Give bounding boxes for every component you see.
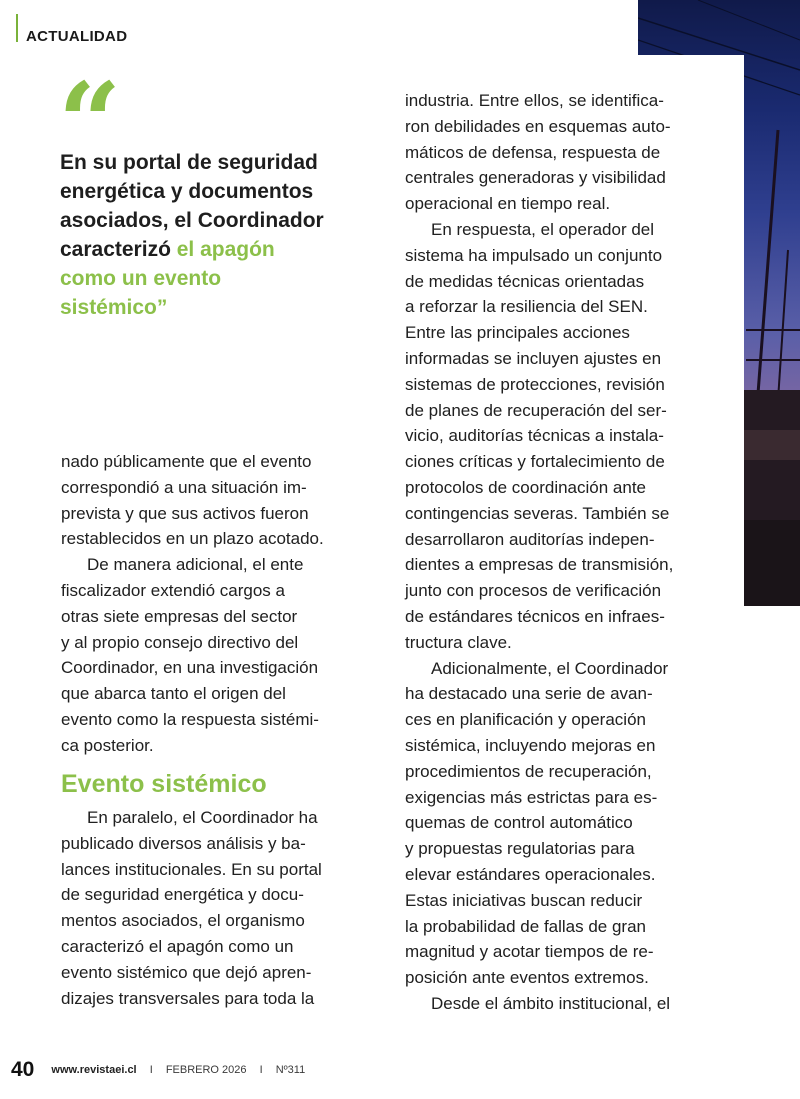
- text-line: la probabilidad de fallas de gran: [405, 916, 647, 936]
- text-line: quemas de control automático: [405, 813, 633, 833]
- text-line: tructura clave.: [405, 632, 512, 652]
- footer-separator: I: [149, 1064, 153, 1076]
- text-line: caracterizó el apagón como un: [61, 936, 294, 956]
- paragraph-advances: [405, 656, 721, 991]
- paragraph-intro: [61, 449, 373, 552]
- text-line: Coordinador, en una investigación: [61, 658, 319, 678]
- website-link[interactable]: www.revistaei.cl: [51, 1064, 137, 1076]
- text-line: En respuesta, el operador del: [431, 219, 655, 239]
- pull-quote: [60, 148, 330, 322]
- quote-mark: “: [58, 58, 122, 187]
- page-number: 40: [11, 1058, 35, 1081]
- text-line: operacional en tiempo real.: [405, 194, 611, 214]
- text-line: vicio, auditorías técnicas a instala-: [405, 426, 664, 446]
- text-line: elevar estándares operacionales.: [405, 864, 656, 884]
- text-line: informadas se incluyen ajustes en: [405, 348, 662, 368]
- text-line: fiscalizador extendió cargos a: [61, 580, 285, 600]
- issue-date: FEBRERO 2026: [165, 1064, 247, 1076]
- text-line: Adicionalmente, el Coordinador: [431, 658, 669, 678]
- paragraph-charges: [61, 552, 373, 758]
- text-line: a reforzar la resiliencia del SEN.: [405, 297, 648, 317]
- section-label: ACTUALIDAD: [26, 28, 128, 45]
- text-line: publicado diversos análisis y ba-: [61, 833, 306, 853]
- text-line: procedimientos de recuperación,: [405, 761, 652, 781]
- page-footer: [11, 1058, 305, 1082]
- text-line: que abarca tanto el origen del: [61, 684, 286, 704]
- paragraph-institutional: [405, 991, 721, 1017]
- text-line: En paralelo, el Coordinador ha: [87, 808, 318, 827]
- text-line: dizajes transversales para toda la: [61, 988, 315, 1008]
- text-line: Desde el ámbito institucional, el: [431, 993, 671, 1013]
- text-line: correspondió a una situación im-: [61, 477, 307, 497]
- text-line: posición ante eventos extremos.: [405, 968, 649, 988]
- section-accent-rule: [16, 14, 18, 42]
- text-line: y al propio consejo directivo del: [61, 632, 299, 652]
- text-line: centrales generadoras y visibilidad: [405, 168, 666, 188]
- paragraph-weaknesses: [405, 88, 721, 217]
- text-line: ron debilidades en esquemas auto-: [405, 116, 671, 136]
- text-line: ca posterior.: [61, 735, 154, 755]
- text-line: De manera adicional, el ente: [87, 555, 304, 575]
- text-line: sistémica, incluyendo mejoras en: [405, 735, 656, 755]
- text-line: prevista y que sus activos fueron: [61, 503, 309, 523]
- text-line: Estas iniciativas buscan reducir: [405, 890, 643, 910]
- text-line: de seguridad energética y docu-: [61, 885, 304, 905]
- text-line: evento sistémico que dejó apren-: [61, 962, 312, 982]
- text-line: sistemas de protecciones, revisión: [405, 374, 665, 394]
- pull-quote-highlight: el apagón como un evento sistémico”: [60, 238, 275, 319]
- text-line: ciones críticas y fortalecimiento de: [405, 452, 665, 472]
- text-line: y propuestas regulatorias para: [405, 839, 635, 859]
- text-line: de medidas técnicas orientadas: [405, 271, 645, 291]
- issue-number: Nº311: [275, 1064, 306, 1076]
- left-column-bottom: [61, 805, 373, 1011]
- text-line: ces en planificación y operación: [405, 710, 646, 730]
- text-line: mentos asociados, el organismo: [61, 911, 305, 931]
- left-column-top: [61, 449, 373, 759]
- text-line: exigencias más estrictas para es-: [405, 787, 658, 807]
- text-line: Entre las principales acciones: [405, 323, 630, 343]
- text-line: máticos de defensa, respuesta de: [405, 142, 661, 162]
- text-line: dientes a empresas de transmisión,: [405, 555, 674, 575]
- text-line: evento como la respuesta sistémi-: [61, 709, 319, 729]
- paragraph-measures: [405, 217, 721, 656]
- text-line: desarrollaron auditorías indepen-: [405, 529, 655, 549]
- text-line: junto con procesos de verificación: [405, 581, 662, 601]
- text-line: protocolos de coordinación ante: [405, 477, 646, 497]
- right-column: [405, 88, 721, 1017]
- text-line: nado públicamente que el evento: [61, 452, 312, 471]
- text-line: de planes de recuperación del ser-: [405, 400, 667, 420]
- text-line: sistema ha impulsado un conjunto: [405, 245, 663, 265]
- text-line: restablecidos en un plazo acotado.: [61, 529, 324, 549]
- text-line: contingencias severas. También se: [405, 503, 670, 523]
- subheading: Evento sistémico: [61, 770, 267, 798]
- text-line: ha destacado una serie de avan-: [405, 684, 653, 704]
- text-line: industria. Entre ellos, se identifica-: [405, 91, 664, 110]
- pull-quote-text: En su portal de seguridad energética y documentos asociados, el Coordinador caracterizó: [60, 151, 324, 261]
- text-line: de estándares técnicos en infraes-: [405, 606, 665, 626]
- paragraph-systemic: [61, 805, 373, 1011]
- text-line: otras siete empresas del sector: [61, 606, 298, 626]
- footer-separator: I: [259, 1064, 263, 1076]
- text-line: magnitud y acotar tiempos de re-: [405, 942, 654, 962]
- text-line: lances institucionales. En su portal: [61, 859, 322, 879]
